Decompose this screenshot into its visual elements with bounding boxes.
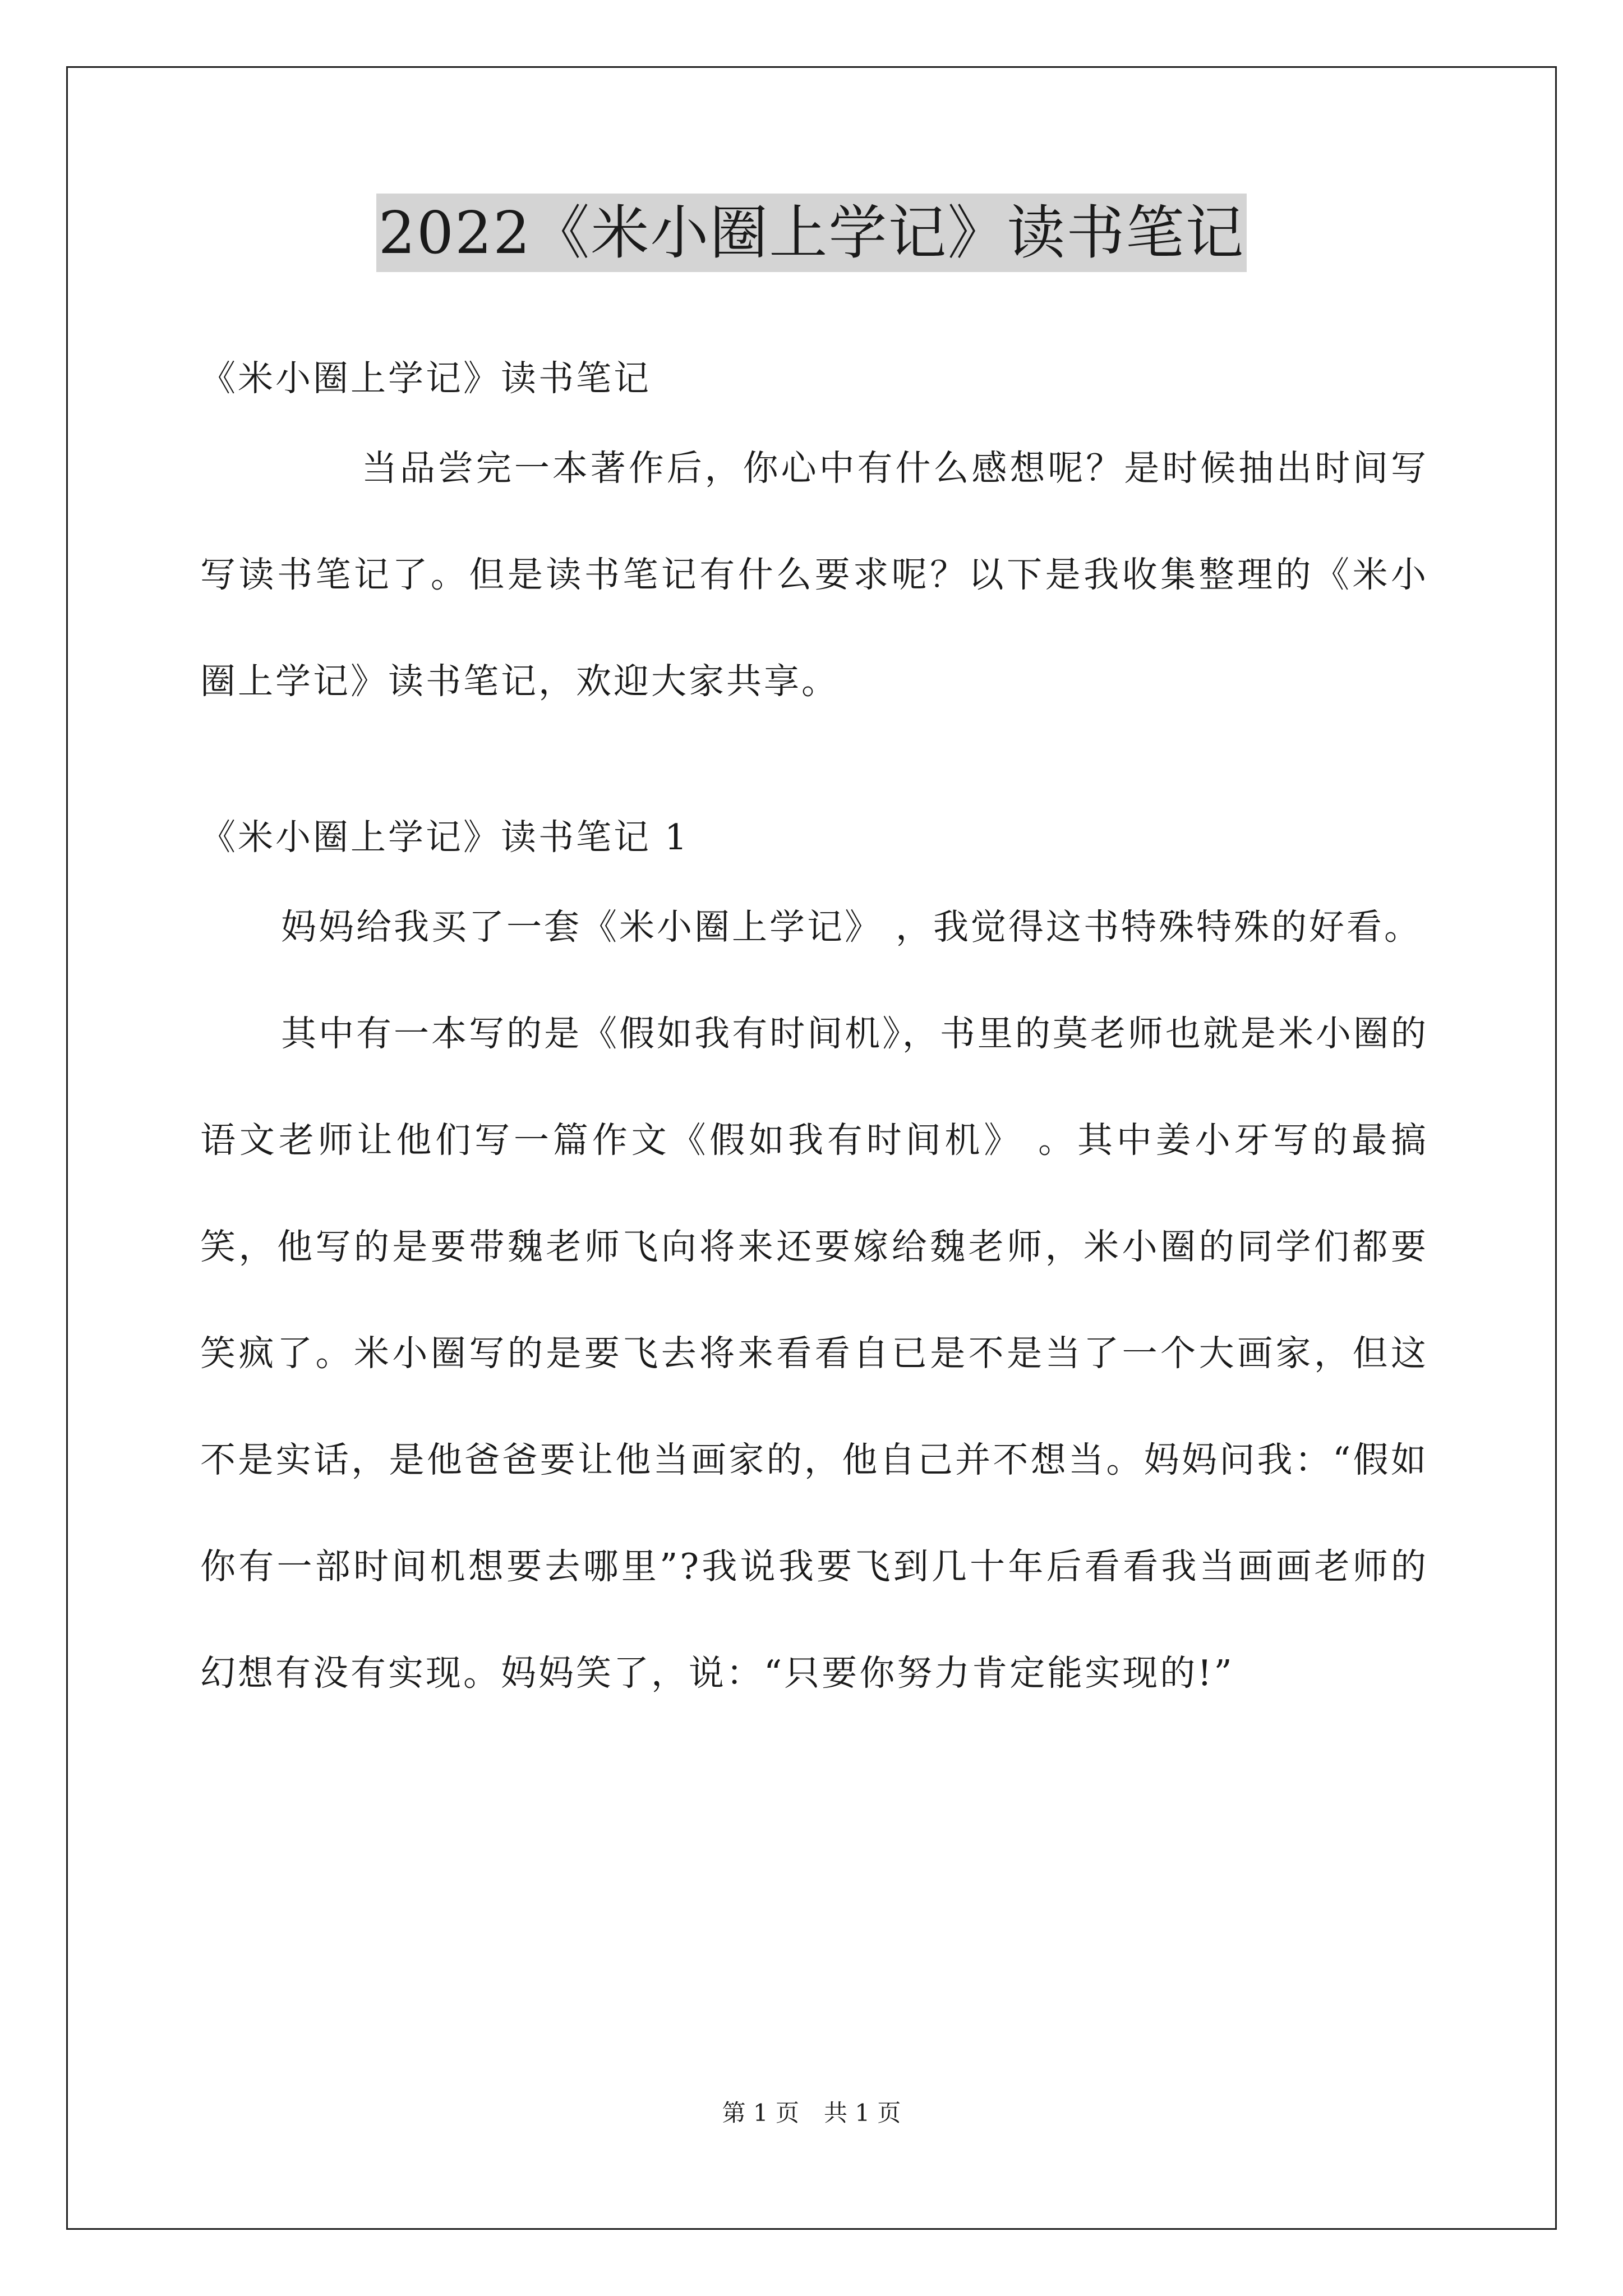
document-title: 2022《米小圈上学记》读书笔记 xyxy=(376,194,1247,272)
document-subtitle: 《米小圈上学记》读书笔记 xyxy=(200,358,651,399)
section-heading: 《米小圈上学记》读书笔记 1 xyxy=(200,817,690,858)
page-number: 第 1 页 xyxy=(722,2099,799,2127)
body-paragraph: 其中有一本写的是《假如我有时间机》，书里的莫老师也就是米小圈的语文老师让他们写一篇作文《假如我有时间机》 。其中姜小牙写的最搞笑，他写的是要带魏老师飞向将来还要嫁给魏老师，米小圈的同学们都要笑疯了。米小圈写的是要飞去将来看看自已是不是当了一个大画家，但这不是实话，是他爸爸要让他当画家的，他自己并不想当。妈妈问我：“假如你有一部时间机想要去哪里”?我说我要飞到几十年后看看我当画画老师的幻想有没有实现。妈妈笑了，说：“只要你努力肯定能实现的!” xyxy=(200,1013,1428,1694)
title-container xyxy=(0,194,1623,272)
page-footer xyxy=(0,2097,1623,2129)
intro-paragraph: 当品尝完一本著作后，你心中有什么感想呢？是时候抽出时间写写读书笔记了。但是读书笔记有什么要求呢？以下是我收集整理的《米小圈上学记》读书笔记，欢迎大家共享。 xyxy=(200,448,1428,702)
body-paragraph: 妈妈给我买了一套《米小圈上学记》 ，我觉得这书特殊特殊的好看。 xyxy=(281,907,1422,947)
section-spacer xyxy=(200,735,1428,794)
document-body xyxy=(200,342,1428,1727)
page-total: 共 1 页 xyxy=(824,2099,901,2127)
